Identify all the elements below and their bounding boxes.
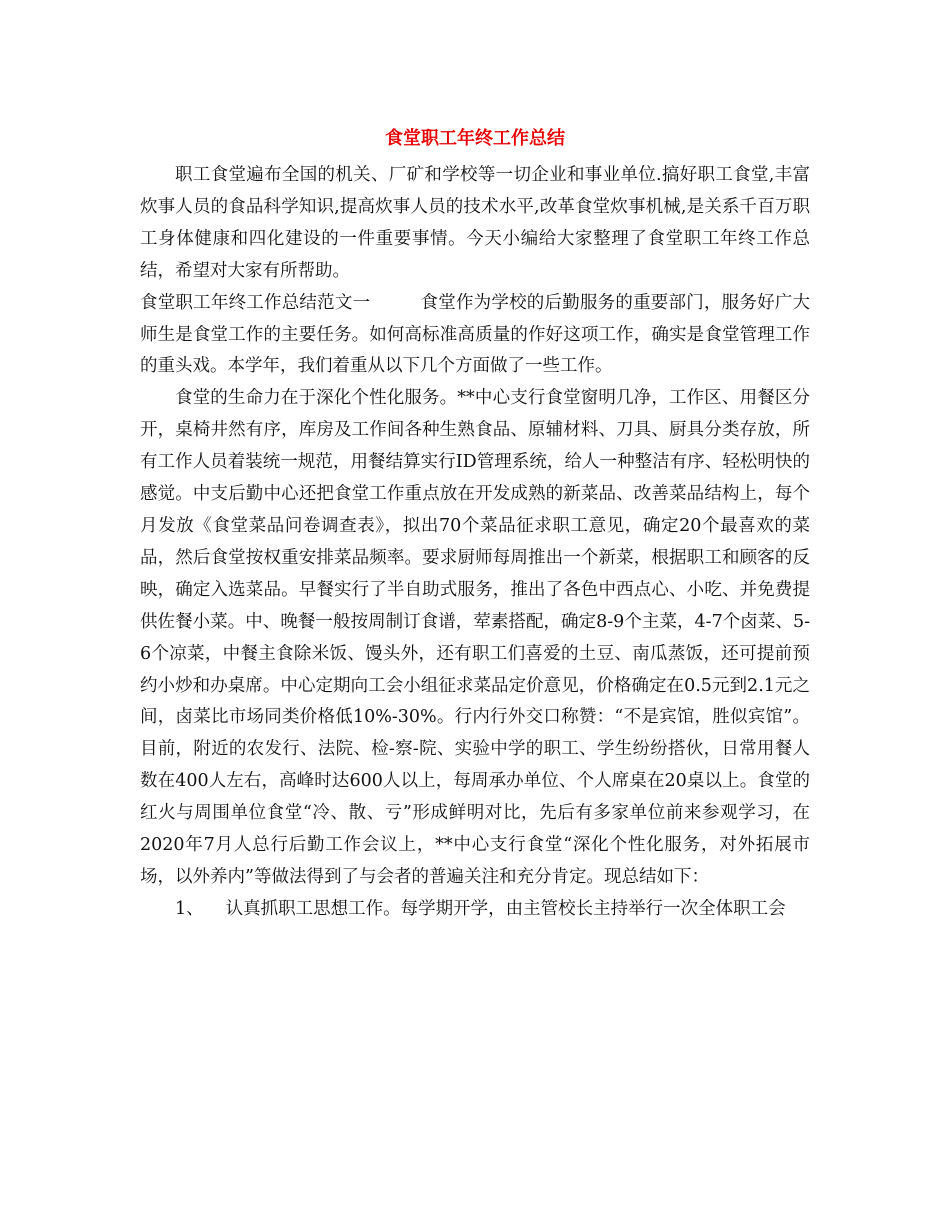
- document-title: 食堂职工年终工作总结: [385, 128, 565, 149]
- sample-text: 食堂作为学校的后勤服务的重要部门，服务好广大师生是食堂工作的主要任务。如何高标准高质量的作好这项工作，确实是食堂管理工作的重头戏。本学年，我们着重从以下几个方面做了一些工作。: [140, 292, 811, 377]
- list-item: [140, 894, 810, 926]
- sample-heading: 食堂职工年终工作总结范文一: [140, 292, 371, 313]
- sample-paragraph: [140, 288, 810, 384]
- list-item-number: 1、: [175, 898, 204, 919]
- list-item-text: 认真抓职工思想工作。每学期开学，由主管校长主持举行一次全体职工会: [225, 898, 786, 919]
- main-paragraph: 食堂的生命力在于深化个性化服务。**中心支行食堂窗明几净，工作区、用餐区分开，桌椅井然有序，库房及工作间各种生熟食品、原辅材料、刀具、厨具分类存放，所有工作人员着装统一规范，用餐结算实行ID管理系统，给人一种整洁有序、轻松明快的感觉。中支后勤中心还把食堂工作重点放在开发成熟的新菜品、改善菜品结构上，每个月发放《食堂菜品问卷调查表》，拟出70个菜品征求职工意见，确定20个最喜欢的菜品，然后食堂按权重安排菜品频率。要求厨师每周推出一个新菜，根据职工和顾客的反映，确定入选菜品。早餐实行了半自助式服务，推出了各色中西点心、小吃、并免费提供佐餐小菜。中、晚餐一般按周制订食谱，荤素搭配，确定8-9个主菜，4-7个卤菜、5-6个凉菜，中餐主食除米饭、馒头外，还有职工们喜爱的土豆、南瓜蒸饭，还可提前预约小炒和办桌席。中心定期向工会小组征求菜品定价意见，价格确定在0.5元到2.1元之间，卤菜比市场同类价格低10%-30%。行内行外交口称赞：“不是宾馆，胜似宾馆”。目前，附近的农发行、法院、检-察-院、实验中学的职工、学生纷纷搭伙，日常用餐人数在400人左右，高峰时达600人以上，每周承办单位、个人席桌在20桌以上。食堂的红火与周围单位食堂“冷、散、亏”形成鲜明对比，先后有多家单位前来参观学习，在2020年7月人总行后勤工作会议上，**中心支行食堂“深化个性化服务，对外拓展市场，以外养内”等做法得到了与会者的普遍关注和充分肯定。现总结如下：: [140, 388, 810, 887]
- intro-paragraph: 职工食堂遍布全国的机关、厂矿和学校等一切企业和事业单位.搞好职工食堂,丰富炊事人员的食品科学知识,提高炊事人员的技术水平,改革食堂炊事机械,是关系千百万职工身体健康和四化建设的一件重要事情。今天小编给大家整理了食堂职工年终工作总结，希望对大家有所帮助。: [140, 165, 810, 281]
- document-body: [140, 160, 810, 926]
